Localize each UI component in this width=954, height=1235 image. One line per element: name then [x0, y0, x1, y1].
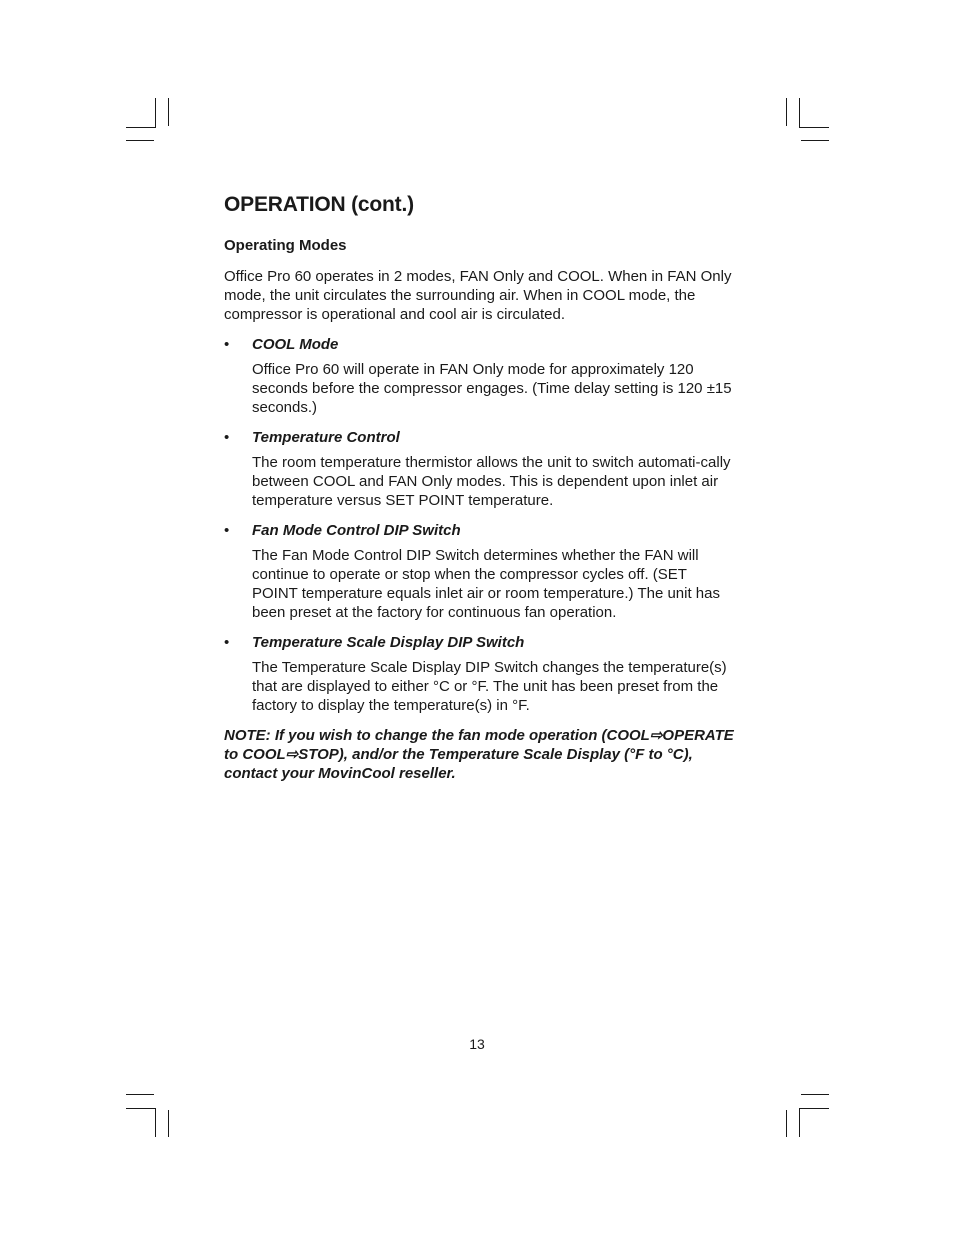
bullet-title: COOL Mode	[252, 336, 339, 353]
page-content	[224, 190, 734, 783]
crop-mark-top-right-v	[799, 98, 800, 128]
bullet-title: Fan Mode Control DIP Switch	[252, 522, 461, 539]
crop-mark-bottom-left-h2	[126, 1108, 156, 1109]
bullet-body: The room temperature thermistor allows the unit to switch automati-cally between COOL and FAN Only modes. This is dependent upon inlet air temperature versus SET POINT temperature.	[252, 454, 731, 509]
crop-mark-top-left-h2	[126, 140, 154, 141]
crop-mark-bottom-left-v	[155, 1108, 156, 1137]
crop-mark-top-left-v2	[168, 98, 169, 126]
bullet-body: Office Pro 60 will operate in FAN Only mode for approximately 120 seconds before the compressor engages. (Time delay setting is 120 ±15 seconds.)	[252, 361, 732, 416]
bullet-cool-mode	[224, 335, 734, 417]
crop-mark-top-right-h	[799, 127, 829, 128]
bullet-title: Temperature Scale Display DIP Switch	[252, 634, 525, 651]
bullet-temperature-control	[224, 428, 734, 510]
crop-mark-top-right-v2	[786, 98, 787, 126]
page-title: OPERATION (cont.)	[224, 193, 414, 216]
bullet-temperature-scale	[224, 633, 734, 715]
intro-paragraph: Office Pro 60 operates in 2 modes, FAN Only and COOL. When in FAN Only mode, the unit circulates the surrounding air. When in COOL mode, the compressor is operational and cool air is circulated.	[224, 268, 732, 323]
note-paragraph: NOTE: If you wish to change the fan mode operation (COOL⇨OPERATE to COOL⇨STOP), and/or the Temperature Scale Display (°F to °C), contact your MovinCool reseller.	[224, 727, 734, 782]
bullet-body: The Temperature Scale Display DIP Switch changes the temperature(s) that are displayed to either °C or °F. The unit has been preset from the factory to display the temperature(s) in °F.	[252, 659, 727, 714]
bullet-marker: •	[224, 522, 230, 539]
section-heading-operating-modes: Operating Modes	[224, 237, 347, 254]
crop-mark-top-left-v	[155, 98, 156, 128]
crop-mark-top-left-h	[126, 127, 156, 128]
crop-mark-top-right-h2	[801, 140, 829, 141]
crop-mark-bottom-left-h	[126, 1094, 154, 1095]
bullet-marker: •	[224, 336, 230, 353]
crop-mark-bottom-right-v2	[786, 1110, 787, 1137]
bullet-marker: •	[224, 634, 230, 651]
crop-mark-bottom-left-v2	[168, 1110, 169, 1137]
bullet-title: Temperature Control	[252, 429, 400, 446]
crop-mark-bottom-right-h	[801, 1094, 829, 1095]
bullet-marker: •	[224, 429, 230, 446]
bullet-body: The Fan Mode Control DIP Switch determines whether the FAN will continue to operate or stop when the compressor cycles off. (SET POINT temperature equals inlet air or room temperature.) The unit has been preset at the factory for continuous fan operation.	[252, 547, 720, 621]
bullet-fan-mode-control	[224, 521, 734, 622]
page-number: 13	[469, 1036, 485, 1052]
crop-mark-bottom-right-v	[799, 1108, 800, 1137]
crop-mark-bottom-right-h2	[799, 1108, 829, 1109]
